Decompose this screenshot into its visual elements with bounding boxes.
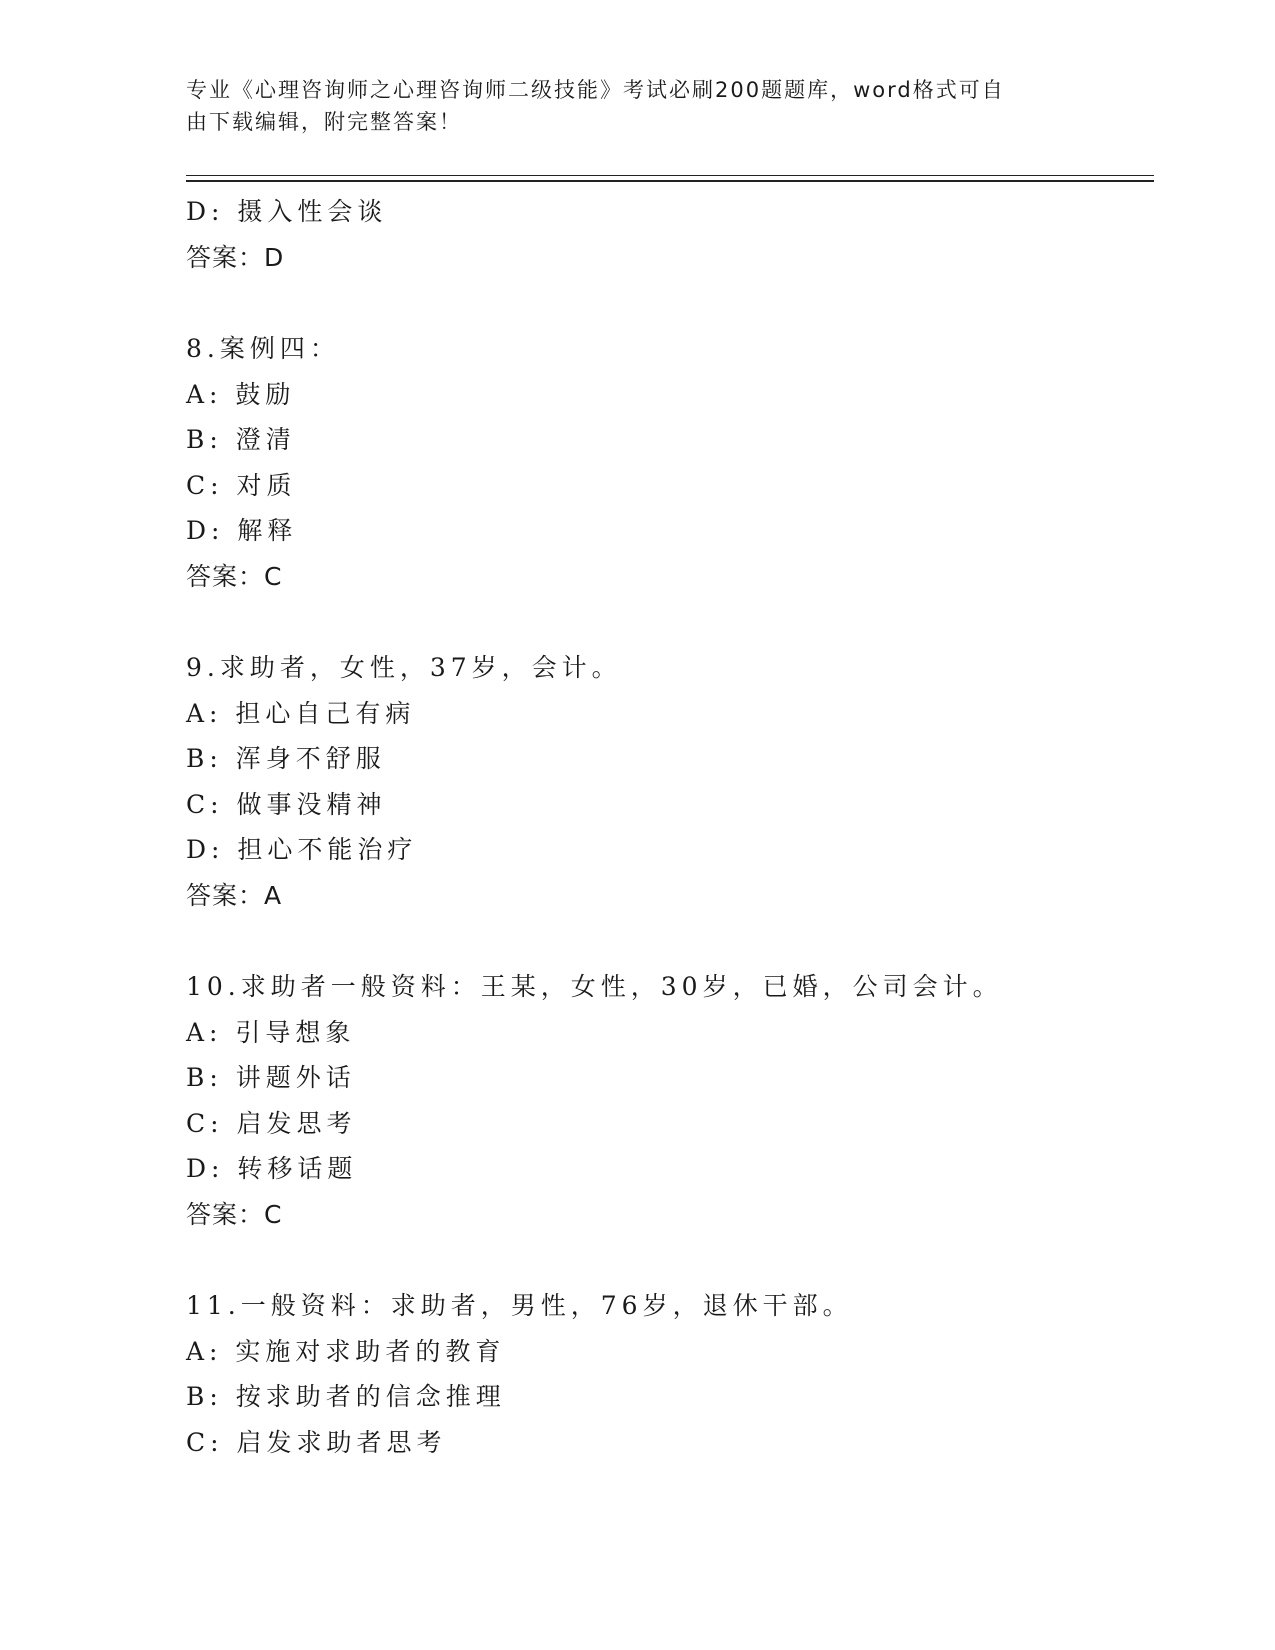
option-d: D: 转移话题 — [186, 1154, 358, 1183]
document-header — [186, 74, 1066, 138]
question-9 — [186, 645, 1154, 918]
option-c: C: 启发思考 — [186, 1108, 357, 1138]
answer-line: 答案：C — [186, 561, 283, 591]
header-line-2: 由下载编辑，附完整答案！ — [186, 110, 462, 134]
option-b: B: 按求助者的信念推理 — [186, 1382, 506, 1411]
option-b: B: 讲题外话 — [186, 1063, 356, 1092]
spacer — [186, 1237, 1154, 1283]
header-line-1: 专业《心理咨询师之心理咨询师二级技能》考试必刷200题题库，word格式可自 — [186, 78, 1005, 102]
question-stem: 10.求助者一般资料：王某，女性，30岁，已婚，公司会计。 — [186, 972, 1003, 1001]
spacer — [186, 280, 1154, 326]
option-d: D: 解释 — [186, 516, 298, 545]
question-11 — [186, 1283, 1154, 1465]
option-a: A: 鼓励 — [186, 379, 296, 409]
option-b: B: 澄清 — [186, 425, 296, 454]
question-stem: 8.案例四： — [186, 334, 340, 363]
option-a: A: 担心自己有病 — [186, 698, 416, 728]
option-c: C: 做事没精神 — [186, 789, 387, 819]
option-a: A: 引导想象 — [186, 1017, 356, 1047]
question-stem: 9.求助者，女性，37岁，会计。 — [186, 653, 622, 682]
option-c: C: 对质 — [186, 470, 297, 500]
header-rule-thin — [186, 175, 1154, 176]
option-d: D: 担心不能治疗 — [186, 835, 418, 864]
question-list — [186, 189, 1154, 1465]
answer-line: 答案：D — [186, 242, 285, 272]
spacer — [186, 918, 1154, 964]
question-stem: 11.一般资料：求助者，男性，76岁，退休干部。 — [186, 1291, 853, 1320]
answer-line: 答案：C — [186, 1199, 283, 1229]
spacer — [186, 599, 1154, 645]
question-8 — [186, 326, 1154, 599]
previous-question-tail — [186, 189, 1154, 280]
header-rule-thick — [186, 180, 1154, 182]
question-10 — [186, 964, 1154, 1237]
option-c: C: 启发求助者思考 — [186, 1427, 447, 1457]
option-b: B: 浑身不舒服 — [186, 744, 386, 773]
answer-line: 答案：A — [186, 880, 283, 910]
option-a: A: 实施对求助者的教育 — [186, 1336, 506, 1366]
option-d: D: 摄入性会谈 — [186, 197, 388, 226]
